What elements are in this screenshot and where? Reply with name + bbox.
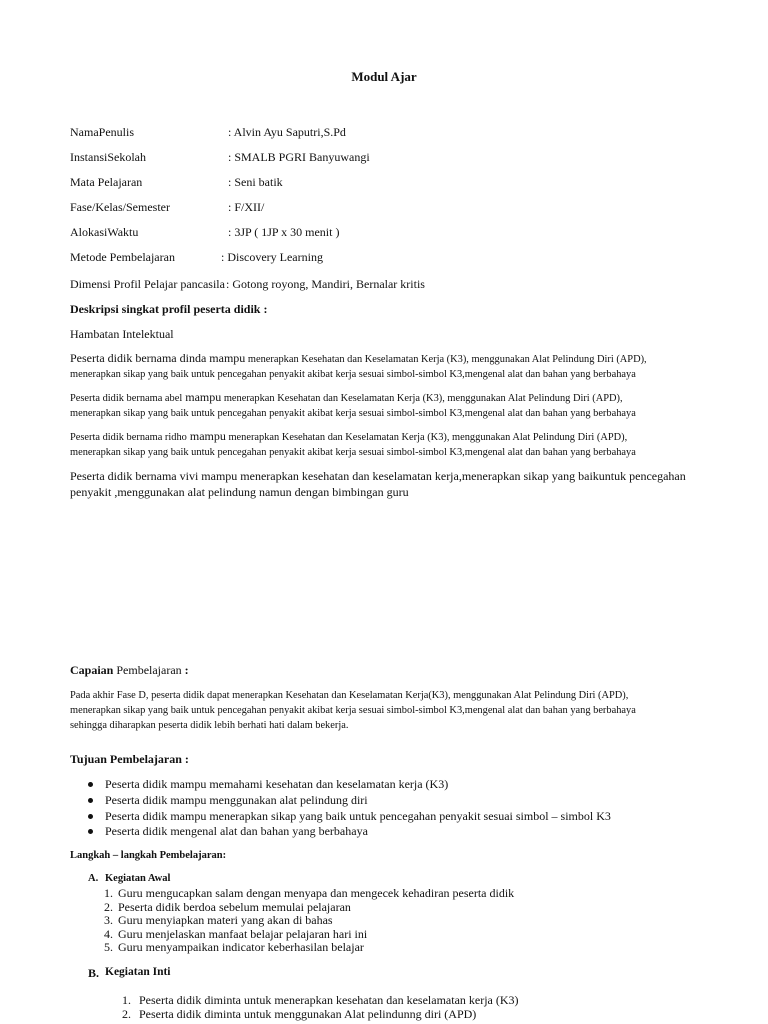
identity-label: Fase/Kelas/Semester: [70, 200, 170, 214]
section-letter: B.: [88, 966, 100, 980]
tujuan-item: Peserta didik mampu memahami kesehatan dan keselamatan kerja (K3): [105, 777, 449, 791]
student-line: menerapkan sikap yang baik untuk pencegahan penyakit akibat kerja sesuai simbol-simbol K3,mengenal alat dan bahan yang berbahaya: [70, 369, 636, 380]
student-mampu: mampu: [185, 390, 222, 404]
student-line: menerapkan Kesehatan dan Keselamatan Kerja (K3), menggunakan Alat Pelindung Diri (APD),: [225, 432, 628, 443]
list-item: 2. Peserta didik diminta untuk menggunakan Alat pelindunng diri (APD): [122, 1006, 477, 1021]
student-line: menerapkan sikap yang baik untuk pencegahan penyakit akibat kerja sesuai simbol-simbol K3,mengenal alat dan bahan yang berbahaya: [70, 447, 636, 458]
student-line: menerapkan Kesehatan dan Keselamatan Kerja (K3), menggunakan Alat Pelindung Diri (APD),: [221, 393, 623, 404]
bullet-icon: [88, 782, 93, 787]
student-description: [70, 468, 700, 500]
capaian-line: Pada akhir Fase D, peserta didik dapat menerapkan Kesehatan dan Keselamatan Kerja(K3), menggunakan Alat Pelindung Diri (APD),: [70, 690, 629, 701]
student-line: menerapkan sikap yang baik untuk pencegahan penyakit akibat kerja sesuai simbol-simbol K3,mengenal alat dan bahan yang berbahaya: [70, 408, 636, 419]
student-lead: Peserta didik bernama dinda mampu: [70, 351, 246, 365]
list-item: 1. Guru mengucapkan salam dengan menyapa dan mengecek kehadiran peserta didik: [104, 886, 515, 900]
student-mampu: mampu: [189, 429, 226, 443]
identity-value: : F/XII/: [228, 200, 265, 214]
identity-label: InstansiSekolah: [70, 150, 146, 164]
identity-value: : Discovery Learning: [221, 250, 323, 264]
list-item: 2. Peserta didik berdoa sebelum memulai pelajaran: [104, 899, 351, 914]
list-item: 5. Guru menyampaikan indicator keberhasilan belajar: [104, 940, 364, 954]
capaian-line: sehingga diharapkan peserta didik lebih berhati hati dalam bekerja.: [70, 720, 349, 731]
identity-label: AlokasiWaktu: [70, 225, 139, 239]
identity-value: : SMALB PGRI Banyuwangi: [228, 150, 370, 164]
langkah-heading: Langkah – langkah Pembelajaran:: [70, 850, 227, 861]
list-item: 4. Guru menjelaskan manfaat belajar pelajaran hari ini: [104, 926, 368, 941]
identity-label: Mata Pelajaran: [70, 175, 143, 189]
bullet-icon: [88, 814, 93, 819]
student-lead: Peserta didik bernama abel: [70, 393, 183, 404]
student-description: [70, 351, 700, 382]
identity-label: Dimensi Profil Pelajar pancasila: [70, 277, 225, 291]
bullet-icon: [88, 829, 93, 834]
student-line: Peserta didik bernama vivi mampu menerapkan kesehatan dan keselamatan kerja,menerapkan sikap yang baikuntuk pencegahan: [70, 469, 686, 483]
student-line: menerapkan Kesehatan dan Keselamatan Kerja (K3), menggunakan Alat Pelindung Diri (APD),: [245, 354, 647, 365]
student-line: penyakit ,menggunakan alat pelindung namun dengan bimbingan guru: [70, 485, 409, 499]
document-title: Modul Ajar: [351, 69, 417, 84]
section-title: Kegiatan Inti: [105, 966, 171, 978]
tujuan-item: Peserta didik mengenal alat dan bahan yang berbahaya: [105, 824, 368, 838]
deskripsi-heading: Deskripsi singkat profil peserta didik :: [70, 302, 268, 316]
identity-label: Metode Pembelajaran: [70, 250, 175, 264]
list-item: 3. Guru menyiapkan materi yang akan di bahas: [104, 913, 333, 927]
student-description: [70, 429, 700, 460]
section-letter: A.: [88, 873, 99, 884]
kegiatan-awal-list: [104, 887, 514, 955]
hambatan-label: Hambatan Intelektual: [70, 327, 174, 341]
student-description: [70, 390, 700, 421]
capaian-line: menerapkan sikap yang baik untuk pencegahan penyakit akibat kerja sesuai simbol-simbol K3,mengenal alat dan bahan yang berbahaya: [70, 705, 636, 716]
identity-label: NamaPenulis: [70, 125, 134, 139]
bullet-icon: [88, 798, 93, 803]
identity-value: : Gotong royong, Mandiri, Bernalar kritis: [226, 277, 425, 291]
identity-value: : 3JP ( 1JP x 30 menit ): [228, 225, 340, 239]
student-lead: Peserta didik bernama ridho: [70, 432, 187, 443]
identity-value: : Alvin Ayu Saputri,S.Pd: [228, 125, 346, 139]
tujuan-item: Peserta didik mampu menerapkan sikap yang baik untuk pencegahan penyakit sesuai simbol – simbol K3: [105, 809, 611, 823]
list-item: 1. Peserta didik diminta untuk menerapkan kesehatan dan keselamatan kerja (K3): [122, 993, 519, 1007]
identity-value: : Seni batik: [228, 175, 283, 189]
capaian-paragraph: [70, 688, 700, 733]
tujuan-heading: Tujuan Pembelajaran :: [70, 752, 189, 766]
section-title: Kegiatan Awal: [105, 873, 171, 884]
tujuan-item: Peserta didik mampu menggunakan alat pelindung diri: [105, 793, 368, 807]
kegiatan-inti-list: [122, 994, 519, 1021]
capaian-heading: Capaian Pembelajaran :: [70, 663, 189, 677]
